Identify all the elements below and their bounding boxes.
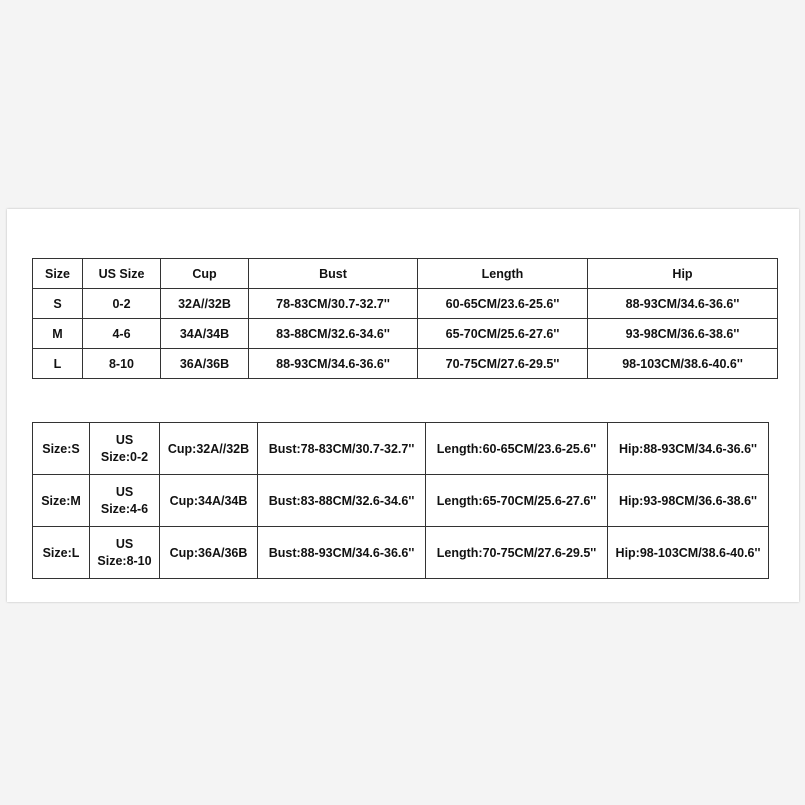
cell-bust: 83-88CM/32.6-34.6'' (249, 319, 418, 349)
cell-length: Length:70-75CM/27.6-29.5'' (426, 527, 608, 579)
cell-bust: 88-93CM/34.6-36.6'' (249, 349, 418, 379)
cell-length: Length:65-70CM/25.6-27.6'' (426, 475, 608, 527)
cell-size: Size:L (33, 527, 90, 579)
cell-us-size (90, 475, 160, 527)
cell-size: S (33, 289, 83, 319)
table-row (33, 475, 769, 527)
cell-size: Size:S (33, 423, 90, 475)
table-row (33, 289, 778, 319)
header-bust: Bust (249, 259, 418, 289)
us-label: US (115, 536, 134, 551)
cell-hip: Hip:93-98CM/36.6-38.6'' (608, 475, 769, 527)
us-size-value: Size:0-2 (100, 449, 149, 464)
cell-hip: 98-103CM/38.6-40.6'' (588, 349, 778, 379)
cell-us-size: 0-2 (83, 289, 161, 319)
cell-bust: Bust:83-88CM/32.6-34.6'' (258, 475, 426, 527)
cell-cup: Cup:34A/34B (160, 475, 258, 527)
table-row (33, 527, 769, 579)
size-chart-table-labeled (32, 422, 769, 579)
us-size-value: Size:4-6 (100, 501, 149, 516)
cell-bust: Bust:78-83CM/30.7-32.7'' (258, 423, 426, 475)
table-row (33, 319, 778, 349)
header-length: Length (418, 259, 588, 289)
cell-cup: Cup:36A/36B (160, 527, 258, 579)
table-row (33, 423, 769, 475)
cell-length: 60-65CM/23.6-25.6'' (418, 289, 588, 319)
cell-bust: 78-83CM/30.7-32.7'' (249, 289, 418, 319)
cell-bust: Bust:88-93CM/34.6-36.6'' (258, 527, 426, 579)
cell-hip: 88-93CM/34.6-36.6'' (588, 289, 778, 319)
cell-cup: 36A/36B (161, 349, 249, 379)
cell-hip: Hip:88-93CM/34.6-36.6'' (608, 423, 769, 475)
cell-cup: Cup:32A//32B (160, 423, 258, 475)
cell-length: Length:60-65CM/23.6-25.6'' (426, 423, 608, 475)
header-hip: Hip (588, 259, 778, 289)
cell-size: M (33, 319, 83, 349)
cell-cup: 34A/34B (161, 319, 249, 349)
cell-cup: 32A//32B (161, 289, 249, 319)
cell-us-size: 4-6 (83, 319, 161, 349)
header-cup: Cup (161, 259, 249, 289)
size-chart-panel (7, 209, 799, 602)
size-chart-table-columns (32, 258, 778, 379)
cell-size: Size:M (33, 475, 90, 527)
us-label: US (115, 432, 134, 447)
cell-hip: 93-98CM/36.6-38.6'' (588, 319, 778, 349)
cell-hip: Hip:98-103CM/38.6-40.6'' (608, 527, 769, 579)
table-header-row (33, 259, 778, 289)
cell-us-size (90, 423, 160, 475)
cell-length: 70-75CM/27.6-29.5'' (418, 349, 588, 379)
table-row (33, 349, 778, 379)
cell-us-size (90, 527, 160, 579)
cell-length: 65-70CM/25.6-27.6'' (418, 319, 588, 349)
header-us-size: US Size (83, 259, 161, 289)
cell-size: L (33, 349, 83, 379)
header-size: Size (33, 259, 83, 289)
us-size-value: Size:8-10 (97, 553, 152, 568)
us-label: US (115, 484, 134, 499)
cell-us-size: 8-10 (83, 349, 161, 379)
